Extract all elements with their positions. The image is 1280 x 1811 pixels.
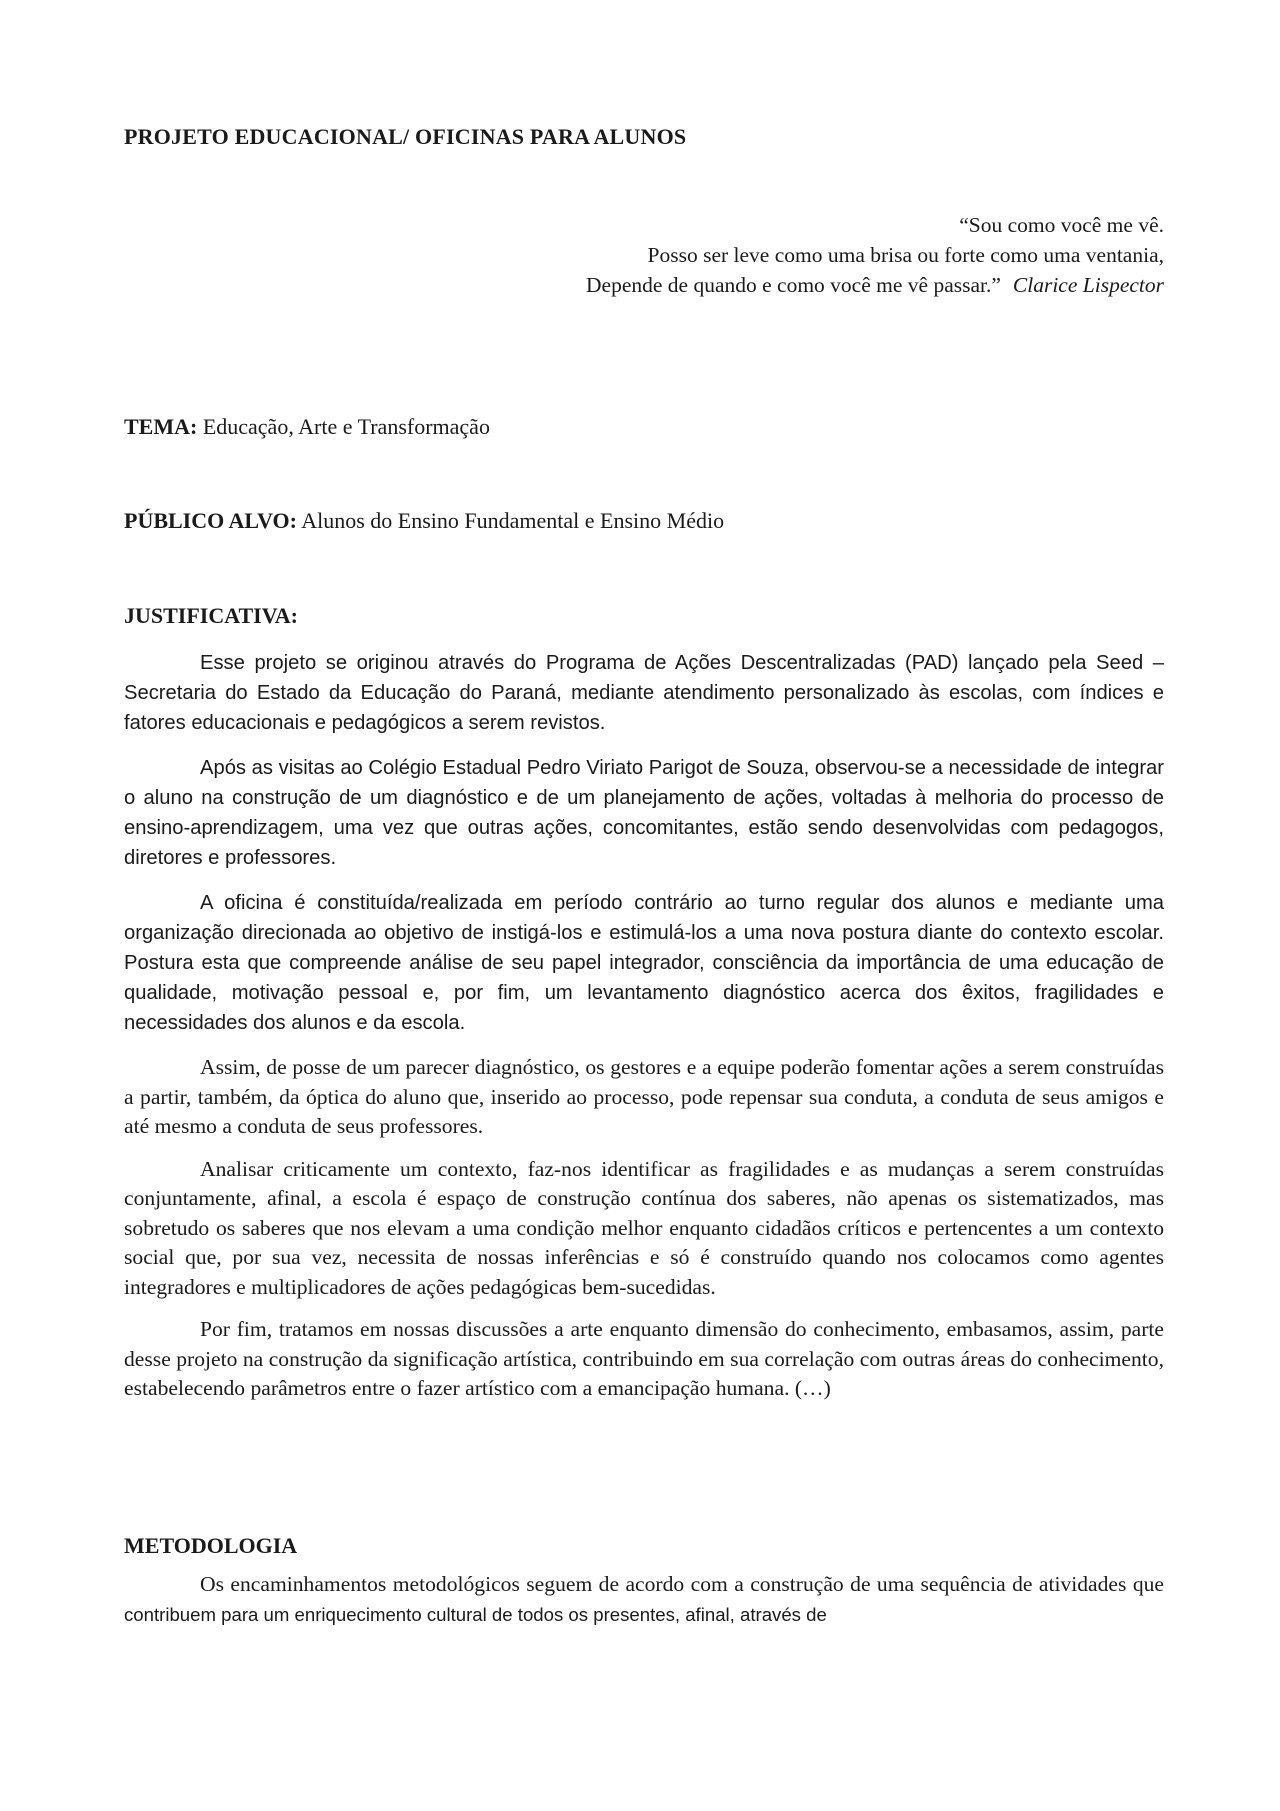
epigraph-line-2: Posso ser leve como uma brisa ou forte como uma ventania,	[647, 243, 1164, 267]
epigraph-line-3	[364, 270, 1164, 300]
tema-value: Educação, Arte e Transformação	[202, 414, 490, 439]
publico-alvo-value: Alunos do Ensino Fundamental e Ensino Médio	[301, 508, 725, 533]
justificativa-body	[124, 648, 1164, 1404]
justificativa-paragraph: Após as visitas ao Colégio Estadual Pedro Viriato Parigot de Souza, observou-se a necessidade de integrar o aluno na construção de um diagnóstico e de um planejamento de ações, voltadas à melhoria do processo de ensino-aprendizagem, uma vez que outras ações, concomitantes, estão sendo desenvolvidas com pedagogos, diretores e professores.	[124, 757, 1164, 869]
metodologia-heading: METODOLOGIA	[124, 1533, 298, 1558]
justificativa-paragraph: Por fim, tratamos em nossas discussões a arte enquanto dimensão do conhecimento, embasamos, assim, parte desse projeto na construção da significação artística, contribuindo em sua correlação com outras áreas do conhecimento, estabelecendo parâmetros entre o fazer artístico com a emancipação humana. (…)	[124, 1317, 1164, 1400]
justificativa-paragraph: Assim, de posse de um parecer diagnóstico, os gestores e a equipe poderão fomentar ações a serem construídas a partir, também, da óptica do aluno que, inserido ao processo, pode repensar sua conduta, a conduta de seus amigos e até mesmo a conduta de seus professores.	[124, 1055, 1164, 1138]
justificativa-paragraph: A oficina é constituída/realizada em período contrário ao turno regular dos alunos e mediante uma organização direcionada ao objetivo de instigá-los e estimulá-los a uma nova postura diante do contexto escolar. Postura esta que compreende análise de seu papel integrador, consciência da importância de uma educação de qualidade, motivação pessoal e, por fim, um levantamento diagnóstico acerca dos êxitos, fragilidades e necessidades dos alunos e da escola.	[124, 892, 1164, 1034]
publico-alvo-field	[124, 508, 724, 534]
metodologia-body	[124, 1569, 1164, 1630]
metodologia-text-serif: Os encaminhamentos metodológicos seguem de acordo com a construção de uma sequência de atividades que	[200, 1572, 1164, 1596]
document-title: PROJETO EDUCACIONAL/ OFICINAS PARA ALUNOS	[124, 124, 687, 149]
justificativa-paragraph: Esse projeto se originou através do Programa de Ações Descentralizadas (PAD) lançado pela Seed – Secretaria do Estado da Educação do Paraná, mediante atendimento personalizado às escolas, com índices e fatores educacionais e pedagógicos a serem revistos.	[124, 652, 1164, 734]
justificativa-heading: JUSTIFICATIVA:	[124, 603, 299, 628]
epigraph	[364, 210, 1164, 300]
epigraph-author: Clarice Lispector	[1012, 273, 1164, 297]
epigraph-line-3-text: Depende de quando e como você me vê passar.”	[586, 273, 1001, 297]
tema-field	[124, 414, 490, 440]
justificativa-paragraph: Analisar criticamente um contexto, faz-nos identificar as fragilidades e as mudanças a serem construídas conjuntamente, afinal, a escola é espaço de construção contínua dos saberes, não apenas os sistematizados, mas sobretudo os saberes que nos elevam a uma condição melhor enquanto cidadãos críticos e pertencentes a um contexto social que, por sua vez, necessita de nossas inferências e só é construído quando nos colocamos como agentes integradores e multiplicadores de ações pedagógicas bem-sucedidas.	[124, 1156, 1164, 1299]
epigraph-line-1: “Sou como você me vê.	[959, 213, 1164, 237]
publico-alvo-label: PÚBLICO ALVO:	[124, 508, 297, 533]
metodologia-text-sans: contribuem para um enriquecimento cultural de todos os presentes, afinal, através de	[124, 1604, 827, 1625]
metodologia-paragraph	[124, 1569, 1164, 1630]
tema-label: TEMA:	[124, 414, 198, 439]
